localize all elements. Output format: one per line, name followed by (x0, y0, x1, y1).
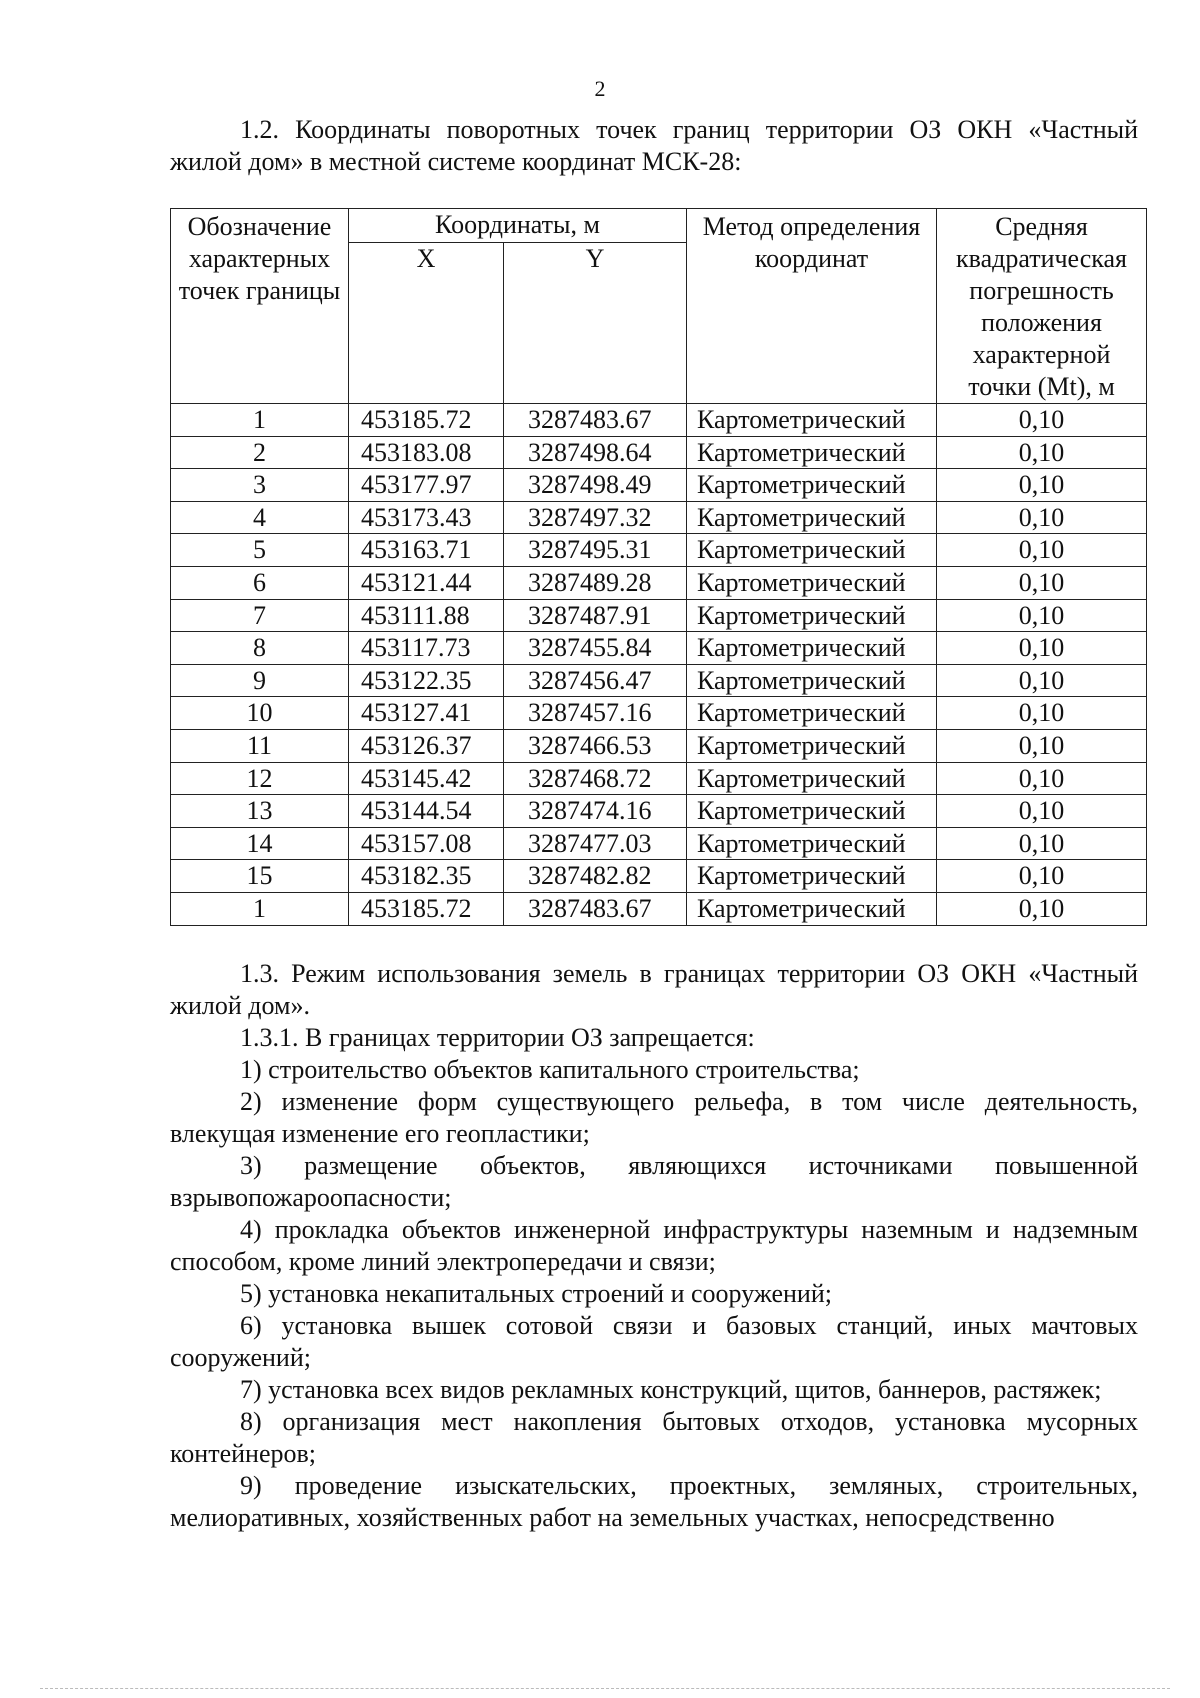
cell-point: 1 (171, 892, 349, 925)
cell-method: Картометрический (687, 762, 937, 795)
coordinates-table-body (171, 404, 1147, 926)
cell-error: 0,10 (937, 436, 1147, 469)
cell-point: 14 (171, 827, 349, 860)
cell-method: Картометрический (687, 697, 937, 730)
cell-error: 0,10 (937, 599, 1147, 632)
table-row (171, 501, 1147, 534)
cell-method: Картометрический (687, 501, 937, 534)
cell-method: Картометрический (687, 892, 937, 925)
cell-y: 3287468.72 (504, 762, 687, 795)
cell-y: 3287483.67 (504, 892, 687, 925)
restriction-item: 9) проведение изыскательских, проектных, земляных, строительных, мелиоративных, хозяйственных работ на земельных участках, непосредственно (170, 1471, 1138, 1532)
table-row (171, 795, 1147, 828)
restriction-item: 7) установка всех видов рекламных конструкций, щитов, баннеров, растяжек; (240, 1375, 1102, 1404)
cell-point: 11 (171, 729, 349, 762)
table-row (171, 599, 1147, 632)
cell-x: 453182.35 (349, 860, 504, 893)
cell-method: Картометрический (687, 566, 937, 599)
header-error: Средняя квадратическая погрешность положения характерной точки (Mt), м (937, 209, 1147, 404)
cell-error: 0,10 (937, 762, 1147, 795)
cell-error: 0,10 (937, 404, 1147, 437)
table-row (171, 632, 1147, 665)
cell-error: 0,10 (937, 892, 1147, 925)
cell-point: 12 (171, 762, 349, 795)
restriction-item: 6) установка вышек сотовой связи и базовых станций, иных мачтовых сооружений; (170, 1311, 1138, 1372)
table-row (171, 729, 1147, 762)
table-row (171, 697, 1147, 730)
cell-x: 453122.35 (349, 664, 504, 697)
header-coordinates: Координаты, м (349, 209, 687, 243)
cell-x: 453117.73 (349, 632, 504, 665)
cell-error: 0,10 (937, 860, 1147, 893)
cell-y: 3287497.32 (504, 501, 687, 534)
cell-point: 5 (171, 534, 349, 567)
cell-y: 3287498.64 (504, 436, 687, 469)
cell-error: 0,10 (937, 795, 1147, 828)
cell-x: 453111.88 (349, 599, 504, 632)
header-y: Y (504, 242, 687, 403)
cell-y: 3287498.49 (504, 469, 687, 502)
restriction-item: 5) установка некапитальных строений и сооружений; (240, 1279, 832, 1308)
cell-point: 8 (171, 632, 349, 665)
cell-x: 453121.44 (349, 566, 504, 599)
cell-x: 453183.08 (349, 436, 504, 469)
section-1-3: 1.3. Режим использования земель в границах территории ОЗ ОКН «Частный жилой дом». (170, 959, 1138, 1020)
cell-method: Картометрический (687, 436, 937, 469)
cell-point: 15 (171, 860, 349, 893)
cell-point: 2 (171, 436, 349, 469)
cell-point: 1 (171, 404, 349, 437)
restriction-item: 2) изменение форм существующего рельефа, в том числе деятельность, влекущая изменение его геопластики; (170, 1087, 1138, 1148)
section-1-3-1: 1.3.1. В границах территории ОЗ запрещается: (240, 1023, 755, 1052)
restriction-item: 3) размещение объектов, являющихся источниками повышенной взрывопожароопасности; (170, 1151, 1138, 1212)
cell-method: Картометрический (687, 729, 937, 762)
cell-method: Картометрический (687, 404, 937, 437)
restriction-item: 8) организация мест накопления бытовых отходов, установка мусорных контейнеров; (170, 1407, 1138, 1468)
cell-y: 3287489.28 (504, 566, 687, 599)
table-row (171, 436, 1147, 469)
cell-method: Картометрический (687, 632, 937, 665)
cell-x: 453185.72 (349, 892, 504, 925)
cell-y: 3287477.03 (504, 827, 687, 860)
cell-x: 453144.54 (349, 795, 504, 828)
cell-x: 453177.97 (349, 469, 504, 502)
cell-method: Картометрический (687, 534, 937, 567)
cell-method: Картометрический (687, 599, 937, 632)
cell-method: Картометрический (687, 664, 937, 697)
cell-method: Картометрический (687, 860, 937, 893)
cell-error: 0,10 (937, 469, 1147, 502)
table-row (171, 762, 1147, 795)
cell-x: 453185.72 (349, 404, 504, 437)
cell-error: 0,10 (937, 566, 1147, 599)
header-method: Метод определения координат (687, 209, 937, 404)
coordinates-heading: 1.2. Координаты поворотных точек границ территории ОЗ ОКН «Частный жилой дом» в местной системе координат МСК-28: (170, 115, 1138, 176)
cell-y: 3287495.31 (504, 534, 687, 567)
cell-y: 3287482.82 (504, 860, 687, 893)
cell-y: 3287456.47 (504, 664, 687, 697)
header-point: Обозначение характерных точек границы (171, 209, 349, 404)
cell-error: 0,10 (937, 632, 1147, 665)
cell-point: 6 (171, 566, 349, 599)
table-row (171, 534, 1147, 567)
cell-x: 453127.41 (349, 697, 504, 730)
scan-edge-line (40, 1688, 1170, 1689)
cell-y: 3287487.91 (504, 599, 687, 632)
cell-x: 453145.42 (349, 762, 504, 795)
cell-y: 3287457.16 (504, 697, 687, 730)
cell-x: 453173.43 (349, 501, 504, 534)
table-row (171, 566, 1147, 599)
coordinates-table (170, 208, 1147, 926)
cell-point: 13 (171, 795, 349, 828)
header-x: X (349, 242, 504, 403)
cell-error: 0,10 (937, 697, 1147, 730)
table-row (171, 404, 1147, 437)
cell-method: Картометрический (687, 827, 937, 860)
cell-point: 9 (171, 664, 349, 697)
cell-method: Картометрический (687, 795, 937, 828)
cell-point: 7 (171, 599, 349, 632)
cell-error: 0,10 (937, 664, 1147, 697)
cell-method: Картометрический (687, 469, 937, 502)
table-row (171, 664, 1147, 697)
table-row (171, 469, 1147, 502)
cell-point: 4 (171, 501, 349, 534)
restrictions-list (170, 1022, 1138, 1534)
cell-y: 3287455.84 (504, 632, 687, 665)
cell-point: 3 (171, 469, 349, 502)
cell-error: 0,10 (937, 827, 1147, 860)
cell-x: 453163.71 (349, 534, 504, 567)
cell-x: 453126.37 (349, 729, 504, 762)
cell-y: 3287466.53 (504, 729, 687, 762)
restriction-item: 1) строительство объектов капитального строительства; (240, 1055, 860, 1084)
cell-error: 0,10 (937, 534, 1147, 567)
cell-y: 3287483.67 (504, 404, 687, 437)
cell-x: 453157.08 (349, 827, 504, 860)
cell-point: 10 (171, 697, 349, 730)
restriction-item: 4) прокладка объектов инженерной инфраструктуры наземным и надземным способом, кроме линий электропередачи и связи; (170, 1215, 1138, 1276)
cell-error: 0,10 (937, 501, 1147, 534)
cell-error: 0,10 (937, 729, 1147, 762)
table-row (171, 860, 1147, 893)
page-number: 2 (594, 76, 606, 101)
cell-y: 3287474.16 (504, 795, 687, 828)
table-row (171, 827, 1147, 860)
table-row (171, 892, 1147, 925)
